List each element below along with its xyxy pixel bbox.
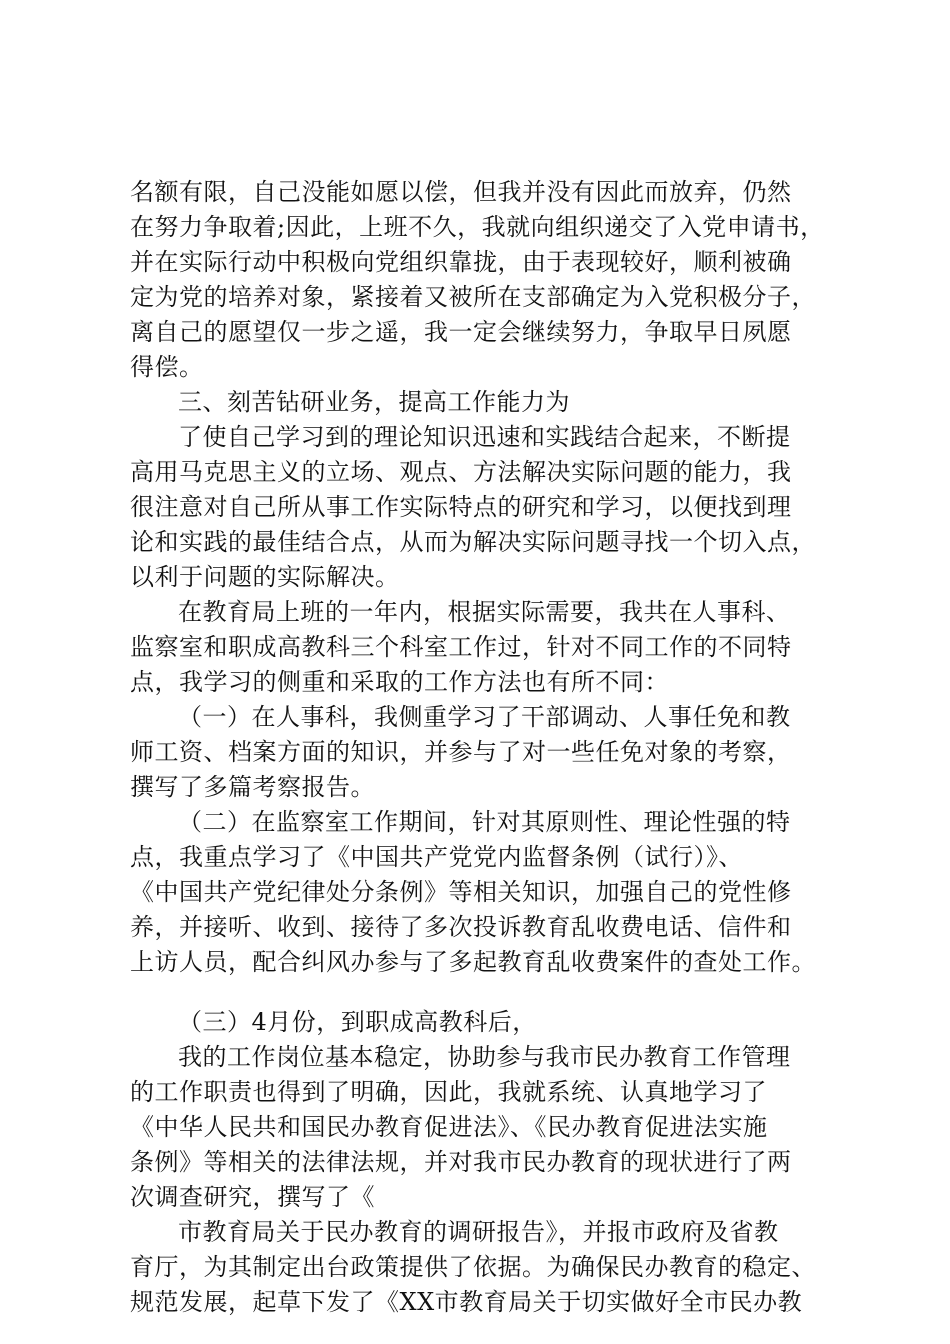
- body-line-23: 上访人员，配合纠风办参与了多起教育乱收费案件的查处工作。: [130, 948, 816, 976]
- body-line-26: 的工作职责也得到了明确，因此，我就系统、认真地学习了: [130, 1078, 767, 1106]
- body-line-2: 在努力争取着;因此，上班不久，我就向组织递交了入党申请书，: [130, 213, 825, 241]
- body-line-25: 我的工作岗位基本稳定，协助参与我市民办教育工作管理: [178, 1043, 791, 1071]
- body-line-13: 在教育局上班的一年内，根据实际需要，我共在人事科、: [178, 598, 791, 626]
- body-line-10: 很注意对自己所从事工作实际特点的研究和学习，以便找到理: [130, 493, 792, 521]
- body-line-14: 监察室和职成高教科三个科室工作过，针对不同工作的不同特: [130, 633, 792, 661]
- body-line-1: 名额有限，自己没能如愿以偿，但我并没有因此而放弃，仍然: [130, 178, 792, 206]
- body-line-29: 次调查研究，撰写了《: [130, 1183, 375, 1211]
- body-line-3: 并在实际行动中积极向党组织靠拢，由于表现较好，顺利被确: [130, 248, 792, 276]
- body-line-4: 定为党的培养对象，紧接着又被所在支部确定为入党积极分子，: [130, 283, 816, 311]
- body-line-8: 了使自己学习到的理论知识迅速和实践结合起来，不断提: [178, 423, 791, 451]
- body-line-11: 论和实践的最佳结合点，从而为解决实际问题寻找一个切入点，: [130, 528, 816, 556]
- body-line-21: 《中国共产党纪律处分条例》等相关知识，加强自己的党性修: [130, 878, 792, 906]
- section-heading: 三、刻苦钻研业务，提高工作能力为: [178, 388, 570, 416]
- body-line-24: （三）4月份，到职成高教科后，: [178, 1008, 537, 1036]
- body-line-16: （一）在人事科，我侧重学习了干部调动、人事任免和教: [178, 703, 791, 731]
- body-line-30: 市教育局关于民办教育的调研报告》，并报市政府及省教: [178, 1218, 779, 1246]
- body-line-27: 《中华人民共和国民办教育促进法》、《民办教育促进法实施: [130, 1113, 768, 1141]
- body-line-22: 养，并接听、收到、接待了多次投诉教育乱收费电话、信件和: [130, 913, 792, 941]
- body-line-31: 育厅，为其制定出台政策提供了依据。为确保民办教育的稳定、: [130, 1253, 816, 1281]
- body-line-9: 高用马克思主义的立场、观点、方法解决实际问题的能力，我: [130, 458, 792, 486]
- body-line-28: 条例》等相关的法律法规，并对我市民办教育的现状进行了两: [130, 1148, 792, 1176]
- body-line-6: 得偿。: [130, 353, 204, 381]
- body-line-32: 规范发展，起草下发了《XX市教育局关于切实做好全市民办教: [130, 1288, 803, 1316]
- body-line-18: 撰写了多篇考察报告。: [130, 773, 375, 801]
- body-line-17: 师工资、档案方面的知识，并参与了对一些任免对象的考察，: [130, 738, 792, 766]
- body-line-12: 以利于问题的实际解决。: [130, 563, 400, 591]
- body-line-19: （二）在监察室工作期间，针对其原则性、理论性强的特: [178, 808, 791, 836]
- body-line-20: 点，我重点学习了《中国共产党党内监督条例（试行）》、: [130, 843, 743, 871]
- body-line-15: 点，我学习的侧重和采取的工作方法也有所不同：: [130, 668, 669, 696]
- body-line-5: 离自己的愿望仅一步之遥，我一定会继续努力，争取早日夙愿: [130, 318, 792, 346]
